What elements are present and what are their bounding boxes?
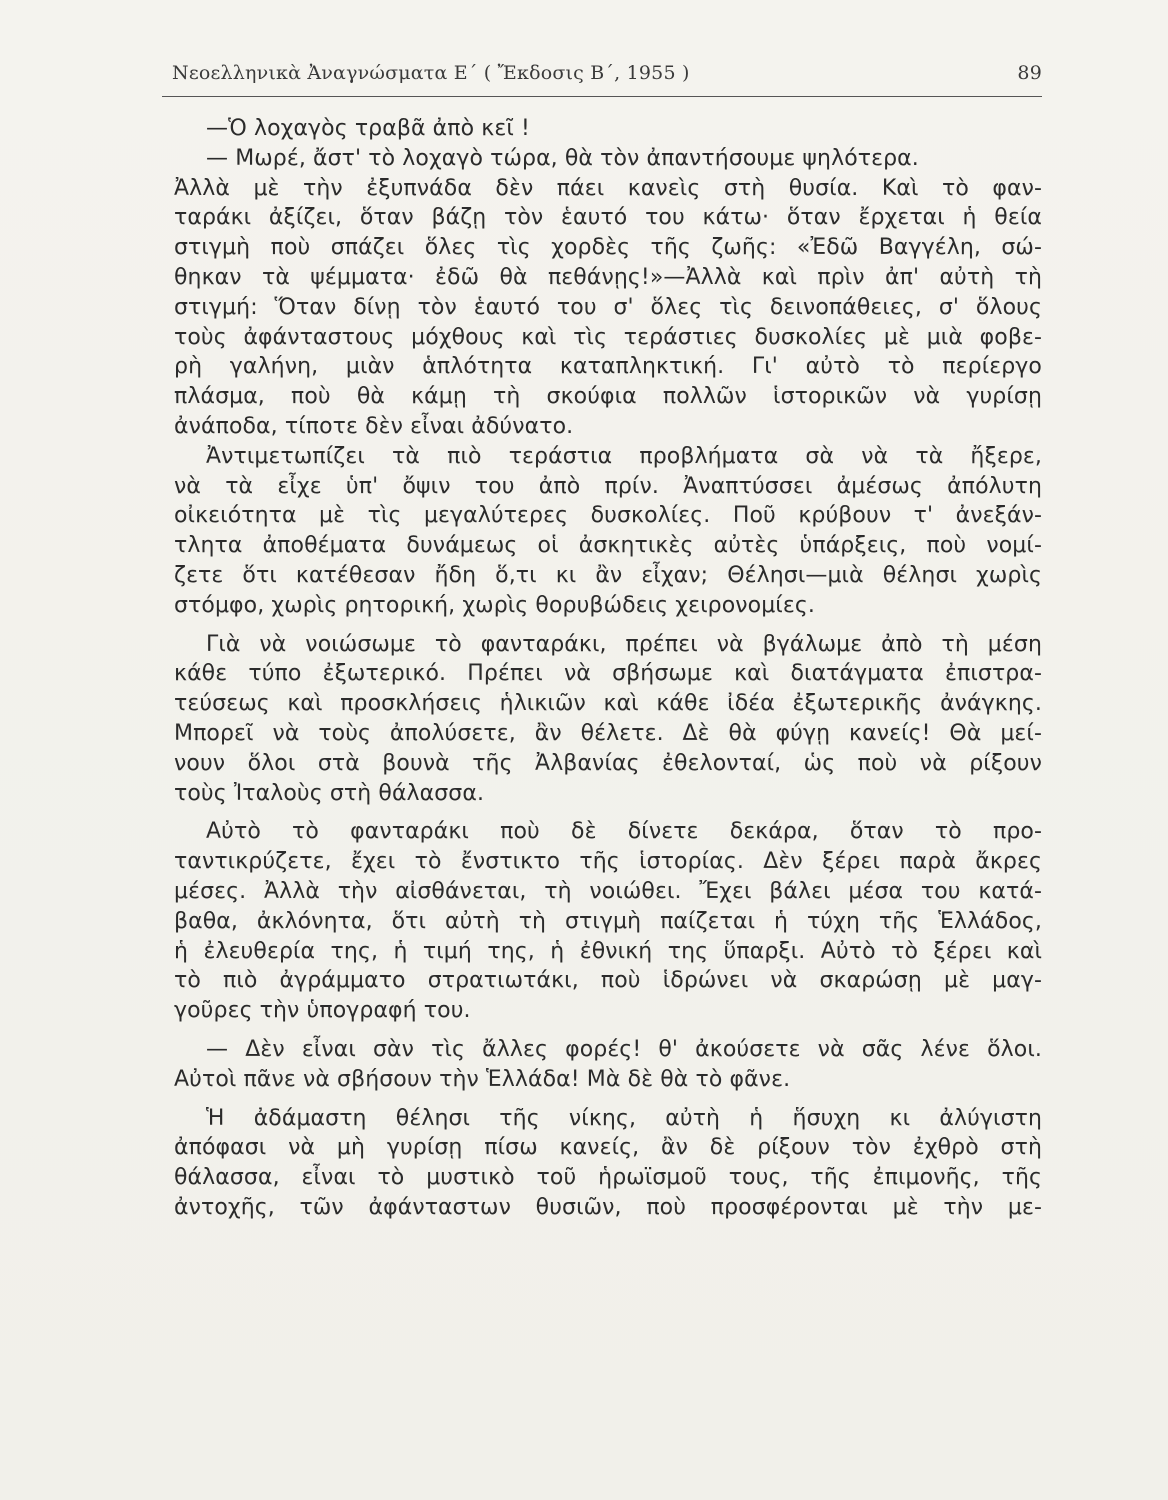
text-line: Γιὰ νὰ νοιώσωμε τὸ φανταράκι, πρέπει νὰ βγάλωμε ἀπὸ τὴ μέση xyxy=(206,631,1042,657)
paragraph-gap xyxy=(174,621,1042,630)
text-line: τὸ πιὸ ἀγράμματο στρατιωτάκι, ποὺ ἱδρώνει νὰ σκαρώσῃ μὲ μαγ- xyxy=(174,968,1042,994)
text-line: θηκαν τὰ ψέμματα· ἐδῶ θὰ πεθάνῃς!»—Ἀλλὰ καὶ πρὶν ἀπ' αὐτὴ τὴ xyxy=(174,264,1042,290)
text-line: τεύσεως καὶ προσκλήσεις ἡλικιῶν καὶ κάθε ἰδέα ἐξωτερικῆς ἀνάγκης. xyxy=(174,691,1042,717)
text-line: τοὺς ἀφάνταστους μόχθους καὶ τὶς τεράστιες δυσκολίες μὲ μιὰ φοβε- xyxy=(174,324,1042,350)
text-line: —Ὁ λοχαγὸς τραβᾶ ἀπὸ κεῖ ! xyxy=(206,116,530,141)
text-line: ἀνάποδα, τίποτε δὲν εἶναι ἀδύνατο. xyxy=(174,413,574,439)
text-line: ταντικρύζετε, ἔχει τὸ ἔνστικτο τῆς ἱστορίας. Δὲν ξέρει παρὰ ἄκρες xyxy=(174,849,1042,875)
paragraph-gap xyxy=(174,1095,1042,1104)
text-line: Ἀλλὰ μὲ τὴν ἐξυπνάδα δὲν πάει κανεὶς στὴ θυσία. Καὶ τὸ φαν- xyxy=(174,175,1042,201)
page-number: 89 xyxy=(1017,62,1042,84)
text-line: Μπορεῖ νὰ τοὺς ἀπολύσετε, ἂν θέλετε. Δὲ θὰ φύγῃ κανείς! Θὰ μεί- xyxy=(174,720,1042,746)
text-line: τοὺς Ἰταλοὺς στὴ θάλασσα. xyxy=(174,780,485,806)
text-line: ἀπόφασι νὰ μὴ γυρίσῃ πίσω κανείς, ἂν δὲ ρίξουν τὸν ἐχθρὸ στὴ xyxy=(174,1135,1042,1161)
running-header xyxy=(172,62,1042,92)
text-line: στιγμή: Ὅταν δίνῃ τὸν ἑαυτό του σ' ὅλες τὶς δεινοπάθειες, σ' ὅλους xyxy=(174,294,1042,320)
text-line: — Δὲν εἶναι σὰν τὶς ἄλλες φορές! θ' ἀκούσετε νὰ σᾶς λένε ὅλοι. xyxy=(206,1036,1042,1062)
text-line: θάλασσα, εἶναι τὸ μυστικὸ τοῦ ἡρωϊσμοῦ τους, τῆς ἐπιμονῆς, τῆς xyxy=(174,1165,1042,1191)
text-line: κάθε τύπο ἐξωτερικό. Πρέπει νὰ σβήσωμε καὶ διατάγματα ἐπιστρα- xyxy=(174,661,1042,687)
text-line: μέσες. Ἀλλὰ τὴν αἰσθάνεται, τὴ νοιώθει. Ἔχει βάλει μέσα του κατά- xyxy=(174,878,1042,904)
text-line: βαθα, ἀκλόνητα, ὅτι αὐτὴ τὴ στιγμὴ παίζεται ἡ τύχη τῆς Ἑλλάδος, xyxy=(174,908,1042,934)
text-line: ἡ ἐλευθερία της, ἡ τιμή της, ἡ ἐθνική της ὕπαρξι. Αὐτὸ τὸ ξέρει καὶ xyxy=(174,938,1042,964)
text-line: οἰκειότητα μὲ τὶς μεγαλύτερες δυσκολίες. Ποῦ κρύβουν τ' ἀνεξάν- xyxy=(174,503,1042,529)
text-line: Αὐτοὶ πᾶνε νὰ σβήσουν τὴν Ἑλλάδα! Μὰ δὲ θὰ τὸ φᾶνε. xyxy=(174,1066,791,1092)
text-line: ἀντοχῆς, τῶν ἀφάνταστων θυσιῶν, ποὺ προσφέρονται μὲ τὴν με- xyxy=(174,1194,1042,1220)
text-line: στόμφο, χωρὶς ρητορική, χωρὶς θορυβώδεις χειρονομίες. xyxy=(174,592,815,618)
text-line: Αὐτὸ τὸ φανταράκι ποὺ δὲ δίνετε δεκάρα, ὅταν τὸ προ- xyxy=(206,819,1042,845)
paragraph-gap xyxy=(174,808,1042,817)
page-body xyxy=(174,114,1042,1223)
text-line: ταράκι ἀξίζει, ὅταν βάζῃ τὸν ἑαυτό του κάτω· ὅταν ἔρχεται ἡ θεία xyxy=(174,205,1042,231)
text-line: στιγμὴ ποὺ σπάζει ὅλες τὶς χορδὲς τῆς ζωῆς: «Ἐδῶ Βαγγέλη, σώ- xyxy=(174,235,1042,261)
text-line: ζετε ὅτι κατέθεσαν ἤδη ὅ,τι κι ἂν εἶχαν; Θέλησι—μιὰ θέλησι χωρὶς xyxy=(174,562,1042,588)
text-line: νουν ὅλοι στὰ βουνὰ τῆς Ἀλβανίας ἐθελονταί, ὡς ποὺ νὰ ρίξουν xyxy=(174,750,1042,776)
text-line: — Μωρέ, ἄστ' τὸ λοχαγὸ τώρα, θὰ τὸν ἀπαντήσουμε ψηλότερα. xyxy=(206,145,919,171)
text-line: πλάσμα, ποὺ θὰ κάμῃ τὴ σκούφια πολλῶν ἱστορικῶν νὰ γυρίσῃ xyxy=(174,384,1042,410)
header-title: Νεοελληνικὰ Ἀναγνώσματα Ε΄ ( Ἔκδοσις Β΄, 1955 ) xyxy=(172,62,690,84)
text-line: νὰ τὰ εἶχε ὑπ' ὄψιν του ἀπὸ πρίν. Ἀναπτύσσει ἀμέσως ἀπόλυτη xyxy=(174,473,1042,499)
header-rule xyxy=(162,96,1042,97)
text-line: τλητα ἀποθέματα δυνάμεως οἱ ἀσκητικὲς αὐτὲς ὑπάρξεις, ποὺ νομί- xyxy=(174,533,1042,559)
text-line: Ἀντιμετωπίζει τὰ πιὸ τεράστια προβλήματα σὰ νὰ τὰ ἤξερε, xyxy=(206,443,1042,469)
text-line: γοῦρες τὴν ὑπογραφή του. xyxy=(174,998,471,1024)
text-line: Ἡ ἀδάμαστη θέλησι τῆς νίκης, αὐτὴ ἡ ἥσυχη κι ἀλύγιστη xyxy=(206,1105,1042,1131)
paragraph-gap xyxy=(174,1026,1042,1035)
text-line: ρὴ γαλήνη, μιὰν ἁπλότητα καταπληκτική. Γι' αὐτὸ τὸ περίεργο xyxy=(174,354,1042,380)
